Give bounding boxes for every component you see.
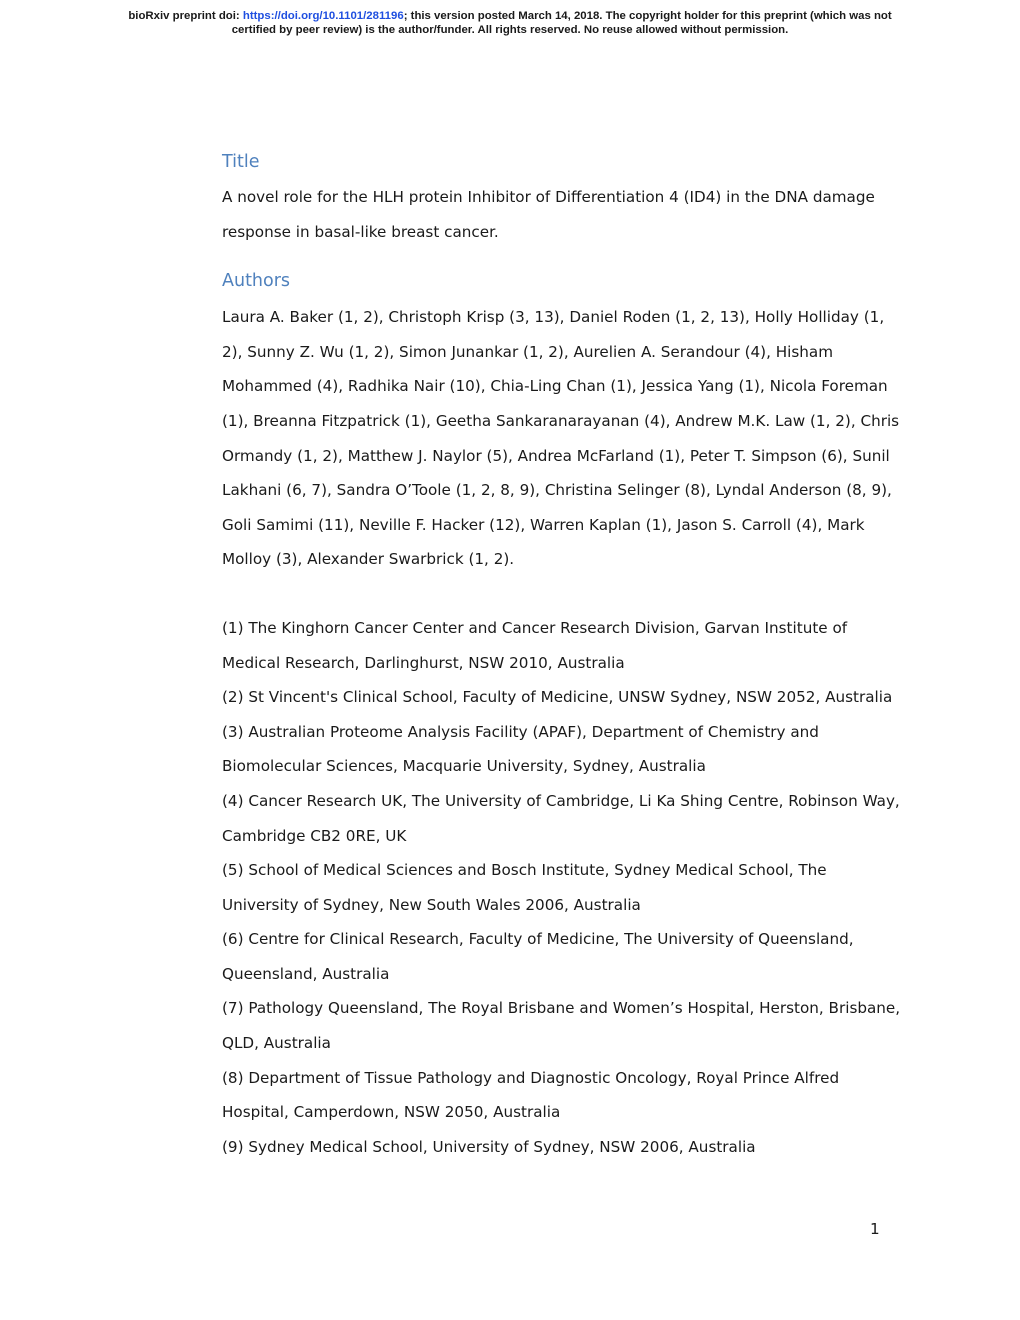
author-list: Laura A. Baker (1, 2), Christoph Krisp (3, 13), Daniel Roden (1, 2, 13), Holly Holliday (1, 2), Sunny Z. Wu (1, 2), Simon Junankar (1, 2), Aurelien A. Serandour (4), Hisham Mohammed (4), Radhika Nair (10), Chia-Ling Chan (1), Jessica Yang (1), Nicola Foreman (1), Breanna Fitzpatrick (1), Geetha Sankaranarayanan (4), Andrew M.K. Law (1, 2), Chris Ormandy (1, 2), Matthew J. Naylor (5), Andrea McFarland (1), Peter T. Simpson (6), Sunil Lakhani (6, 7), Sandra O’Toole (1, 2, 8, 9), Christina Selinger (8), Lyndal Anderson (8, 9), Goli Samimi (11), Neville F. Hacker (12), Warren Kaplan (1), Jason S. Carroll (4), Mark Molloy (3), Alexander Swarbrick (1, 2). (222, 308, 900, 569)
title-heading: Title (222, 152, 260, 172)
preprint-header-prefix: bioRxiv preprint doi: (128, 10, 243, 22)
affiliation-item: (6) Centre for Clinical Research, Faculty of Medicine, The University of Queensland, Queensland, Australia (222, 930, 854, 983)
paper-content (222, 146, 902, 1164)
paper-title: A novel role for the HLH protein Inhibitor of Differentiation 4 (ID4) in the DNA damage response in basal-like breast cancer. (222, 188, 875, 241)
preprint-header (60, 9, 960, 37)
affiliation-item: (5) School of Medical Sciences and Bosch Institute, Sydney Medical School, The University of Sydney, New South Wales 2006, Australia (222, 861, 827, 914)
affiliation-item: (9) Sydney Medical School, University of Sydney, NSW 2006, Australia (222, 1137, 756, 1156)
affiliation-item: (2) St Vincent's Clinical School, Faculty of Medicine, UNSW Sydney, NSW 2052, Australia (222, 688, 893, 707)
page-number: 1 (870, 1220, 880, 1238)
affiliation-item: (3) Australian Proteome Analysis Facility (APAF), Department of Chemistry and Biomolecular Sciences, Macquarie University, Sydney, Australia (222, 722, 819, 776)
affiliation-item: (8) Department of Tissue Pathology and Diagnostic Oncology, Royal Prince Alfred Hospital, Camperdown, NSW 2050, Australia (222, 1068, 840, 1122)
authors-heading: Authors (222, 271, 291, 292)
affiliation-item: (1) The Kinghorn Cancer Center and Cancer Research Division, Garvan Institute of Medical Research, Darlinghurst, NSW 2010, Australia (222, 618, 848, 672)
affiliation-list (222, 611, 902, 1165)
doi-link[interactable]: https://doi.org/10.1101/281196 (242, 10, 404, 22)
preprint-header-suffix: ; this version posted March 14, 2018. The copyright holder for this preprint (which was not (403, 10, 892, 22)
preprint-header-line1 (60, 9, 960, 23)
affiliation-item: (7) Pathology Queensland, The Royal Brisbane and Women’s Hospital, Herston, Brisbane, QLD, Australia (222, 999, 901, 1053)
affiliation-item: (4) Cancer Research UK, The University of Cambridge, Li Ka Shing Centre, Robinson Way, Cambridge CB2 0RE, UK (222, 791, 900, 845)
preprint-header-line2: certified by peer review) is the author/funder. All rights reserved. No reuse allowed without permission. (231, 24, 789, 36)
